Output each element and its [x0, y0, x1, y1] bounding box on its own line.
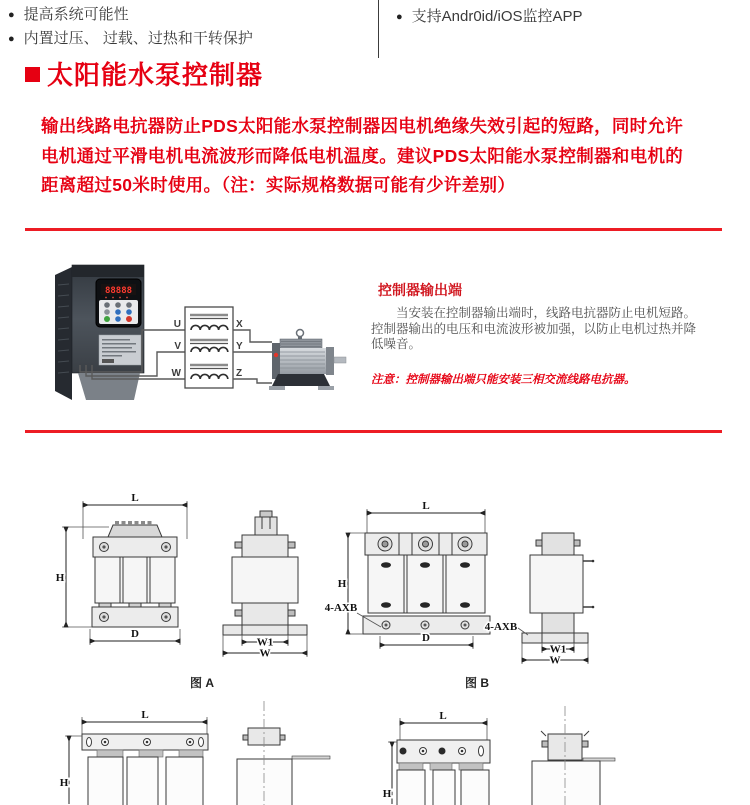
column-divider: [378, 0, 379, 58]
controller-image: [55, 265, 144, 400]
fig-d-front-view: [383, 710, 490, 805]
dim-label-H: H: [59, 777, 69, 789]
output-side-body: [371, 306, 743, 353]
dim-label-W1: W1: [256, 636, 274, 649]
dim-label-H: H: [382, 788, 392, 800]
feature-list-left: [8, 3, 253, 51]
body-line: 低噪音。: [371, 337, 422, 351]
bottom-red-rule: [25, 430, 722, 433]
dim-label-L: L: [131, 492, 139, 504]
fig-a-caption: 图 A: [190, 676, 215, 690]
fig-b-front-view: [325, 500, 490, 649]
terminal-label-w: W: [171, 368, 181, 379]
motor-red-dot: [274, 353, 278, 357]
fig-b-caption: 图 B: [465, 676, 490, 690]
hole-label-4AXB: 4-AXB: [484, 621, 518, 633]
dim-label-L: L: [422, 500, 430, 512]
feature-item: [396, 5, 583, 29]
terminal-label-u: U: [173, 319, 181, 330]
body-line: 控制器输出的电压和电流波形被加强，以防止电机过热并降: [371, 321, 697, 336]
top-red-rule: [25, 228, 722, 231]
section-bullet-icon: [25, 67, 40, 82]
dim-label-W1: W1: [549, 643, 567, 656]
output-side-note: 注意：控制器输出端只能安装三相交流线路电抗器。: [371, 374, 636, 386]
page-title: 太阳能水泵控制器: [47, 60, 264, 90]
bullet-icon: ●: [396, 11, 403, 23]
intro-line: 距离超过50米时使用。（注：实际规格数据可能有少许差别）: [41, 175, 516, 195]
bullet-icon: ●: [8, 9, 15, 21]
body-line: 当安装在控制器输出端时，线路电抗器防止电机短路。: [396, 306, 697, 320]
intro-line: 输出线路电抗器防止PDS太阳能水泵控制器因电机绝缘失效引起的短路，同时允许: [41, 116, 684, 136]
feature-item: [8, 3, 253, 27]
intro-line: 电机通过平滑电机电流波形而降低电机温度。建议PDS太阳能水泵控制器和电机的: [41, 145, 684, 166]
feature-item: [8, 27, 253, 51]
terminal-label-y: Y: [236, 341, 243, 352]
feature-text: 提高系统可能性: [23, 6, 129, 23]
dim-label-D: D: [422, 632, 430, 644]
fig-d-side-view: [532, 706, 615, 805]
fig-c-front-view: [60, 709, 208, 805]
dim-label-L: L: [141, 709, 149, 721]
bullet-icon: ●: [8, 33, 15, 45]
led-display: 88888: [104, 286, 133, 296]
fig-c-side-view: [237, 701, 330, 805]
dim-label-W: W: [259, 647, 271, 660]
terminal-label-x: X: [236, 319, 243, 330]
fig-b-side-view: [485, 533, 594, 667]
section-heading: [25, 58, 263, 92]
dimension-drawings: [35, 485, 747, 805]
keypad-buttons: [104, 302, 132, 322]
dim-label-H: H: [55, 572, 65, 584]
wiring-illustration: [50, 255, 355, 405]
dim-label-D: D: [131, 628, 139, 640]
output-side-heading: 控制器输出端: [378, 282, 462, 298]
intro-paragraph: [41, 112, 741, 201]
line-reactor-symbol: [185, 307, 233, 388]
fig-a-front-view: [56, 492, 187, 645]
terminal-label-z: Z: [236, 368, 243, 379]
fig-a-side-view: [223, 511, 307, 660]
feature-text: 支持Andr0id/iOS监控APP: [411, 8, 583, 25]
feature-list-right: [396, 5, 583, 29]
dim-label-L: L: [439, 710, 447, 722]
dim-label-H: H: [337, 578, 347, 590]
dim-label-W: W: [549, 654, 561, 667]
hole-label-4AXB: 4-AXB: [324, 602, 358, 614]
motor-image: [269, 330, 346, 391]
terminal-label-v: V: [174, 341, 181, 352]
feature-text: 内置过压、 过载、过热和干转保护: [23, 30, 253, 47]
